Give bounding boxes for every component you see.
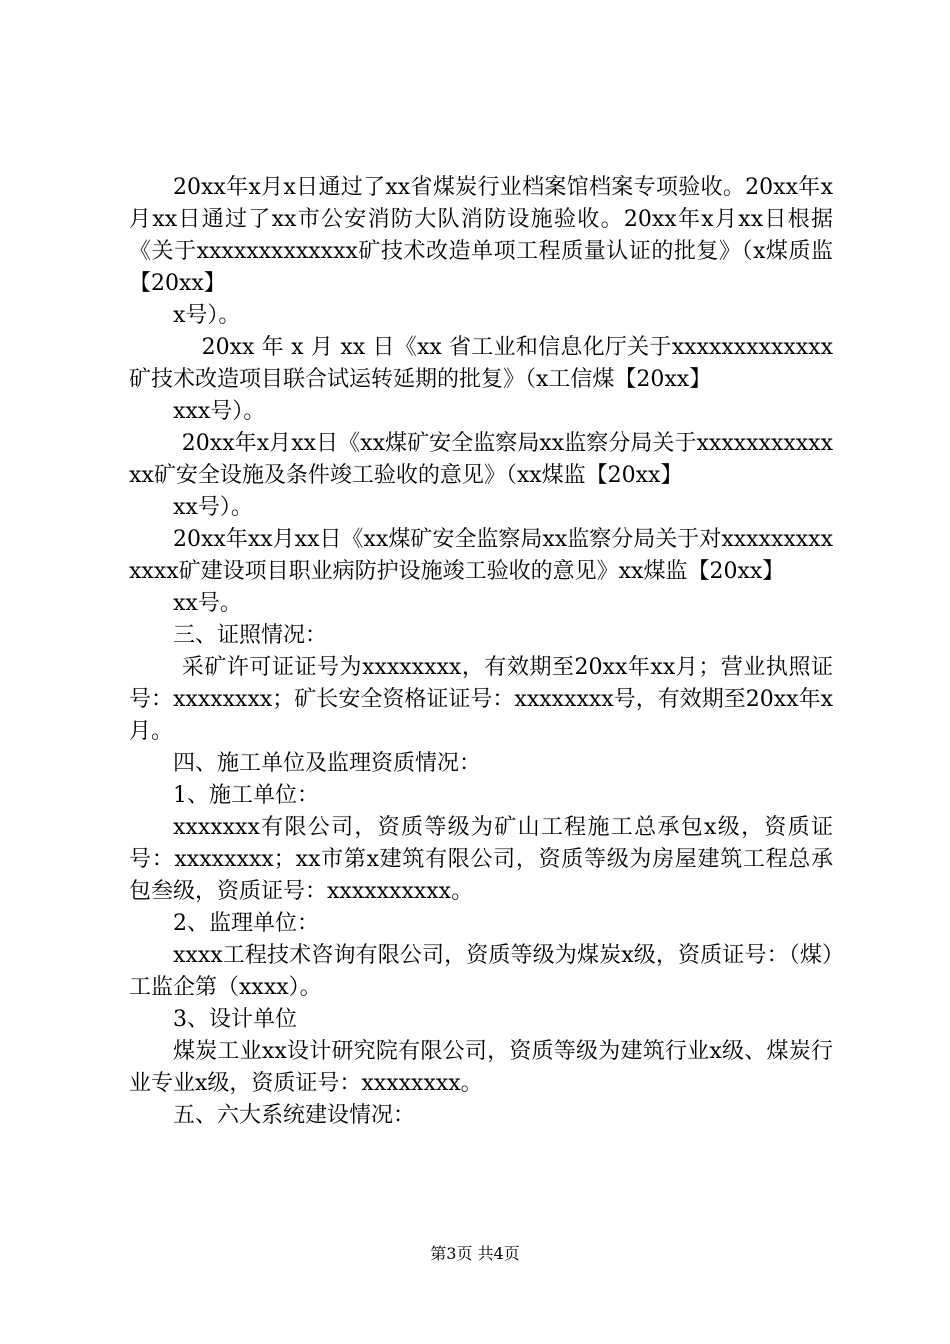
paragraph-doc-number-1: x号）。: [173, 303, 241, 328]
paragraph-doc-number-4: xx号。: [173, 591, 242, 616]
document-body: [129, 172, 833, 1132]
paragraph-doc-number-3: xx号）。: [173, 495, 253, 520]
paragraph-doc-number-2: xxx号）。: [173, 399, 266, 424]
section-heading-licenses: 三、证照情况：: [173, 623, 328, 648]
paragraph-supervision-unit: xxxx工程技术咨询有限公司，资质等级为煤炭x级，资质证号：（煤）工监企第（xxxx）。: [129, 943, 833, 1000]
paragraph-licenses: 采矿许可证证号为xxxxxxxx，有效期至20xx年xx月；营业执照证号：xxxxxxxx；矿长安全资格证证号：xxxxxxxx号，有效期至20xx年x月。: [129, 655, 833, 744]
paragraph-occupational-disease-acceptance: 20xx年xx月xx日《xx煤矿安全监察局xx监察分局关于对xxxxxxxxxxxxx矿建设项目职业病防护设施竣工验收的意见》xx煤监【20xx】: [129, 527, 833, 584]
paragraph-safety-facility-acceptance: 20xx年x月xx日《xx煤矿安全监察局xx监察分局关于xxxxxxxxxxxxx矿安全设施及条件竣工验收的意见》（xx煤监【20xx】: [129, 431, 833, 488]
section-heading-six-systems: 五、六大系统建设情况：: [173, 1103, 416, 1128]
paragraph-design-unit: 煤炭工业xx设计研究院有限公司，资质等级为建筑行业x级、煤炭行业专业x级，资质证号：xxxxxxxx。: [129, 1039, 833, 1096]
page-number-label: 第3页 共4页: [430, 1244, 520, 1263]
paragraph-acceptance-records: 20xx年x月x日通过了xx省煤炭行业档案馆档案专项验收。20xx年x月xx日通过了xx市公安消防大队消防设施验收。20xx年x月xx日根据《关于xxxxxxxxxxxxx矿技术改造单项工程质量认证的批复》（x煤质监【20xx】: [129, 175, 833, 296]
section-heading-contractors: 四、施工单位及监理资质情况：: [173, 751, 482, 776]
paragraph-construction-unit: xxxxxxx有限公司，资质等级为矿山工程施工总承包x级，资质证号：xxxxxxxx；xx市第x建筑有限公司，资质等级为房屋建筑工程总承包叁级，资质证号：xxxxxxxxxx。: [129, 815, 833, 904]
subheading-supervision-unit: 2、监理单位：: [173, 911, 319, 936]
subheading-design-unit: 3、设计单位: [173, 1007, 297, 1032]
subheading-construction-unit: 1、施工单位：: [173, 783, 319, 808]
page-footer: [0, 1244, 950, 1264]
paragraph-trial-run-extension: 20xx 年 x 月 xx 日《xx 省工业和信息化厅关于xxxxxxxxxxxxx矿技术改造项目联合试运转延期的批复》（x工信煤【20xx】: [129, 335, 833, 392]
